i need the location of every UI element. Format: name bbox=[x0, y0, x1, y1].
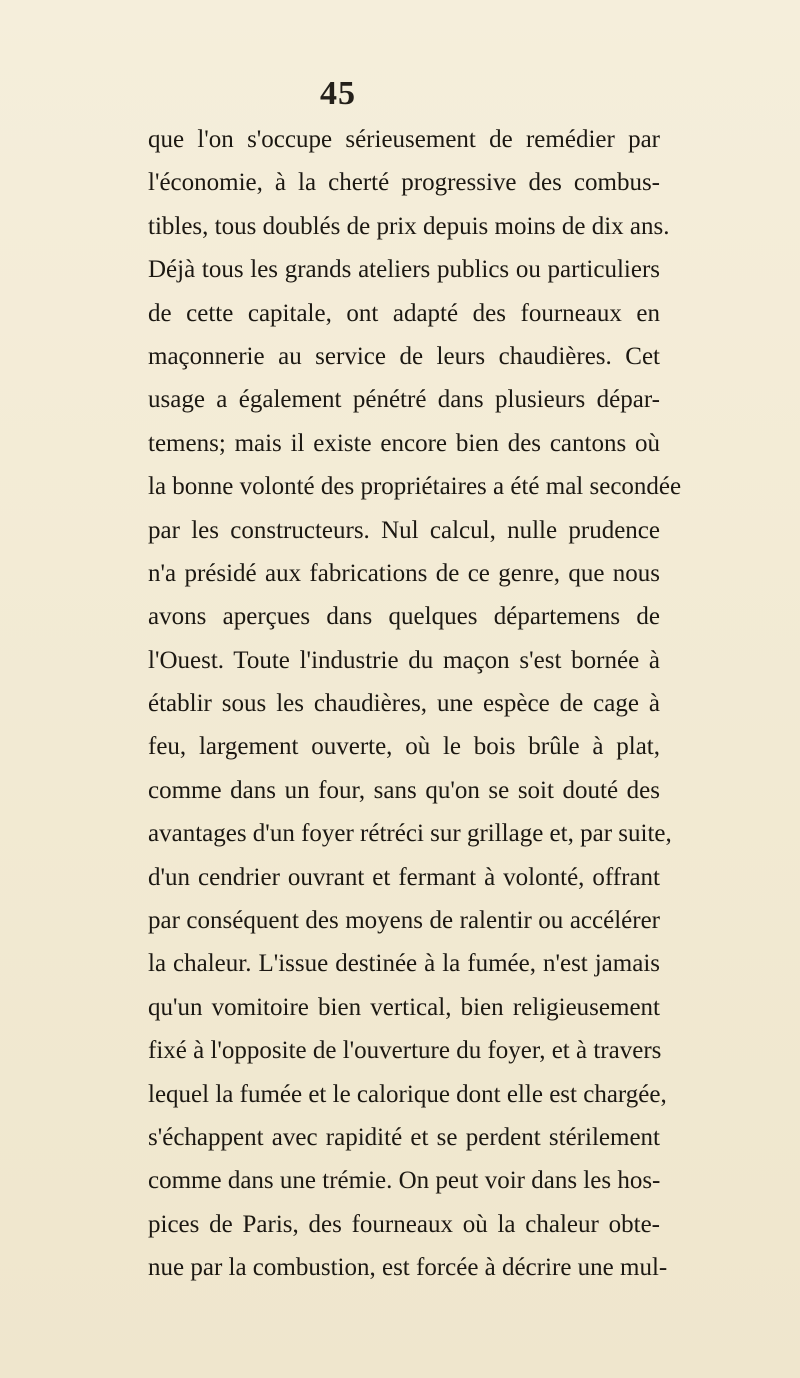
text-line: que l'on s'occupe sérieusement de remédier par bbox=[148, 126, 660, 153]
text-line: usage a également pénétré dans plusieurs dépar- bbox=[148, 386, 660, 414]
text-line: établir sous les chaudières, une espèce de cage à bbox=[148, 690, 660, 718]
text-line: nue par la combustion, est forcée à décrire une mul- bbox=[148, 1254, 668, 1282]
text-line: la chaleur. L'issue destinée à la fumée, n'est jamais bbox=[148, 950, 660, 978]
text-line: par conséquent des moyens de ralentir ou accélérer bbox=[148, 907, 660, 935]
text-line: Déjà tous les grands ateliers publics ou particuliers bbox=[148, 256, 660, 284]
text-line: l'économie, à la cherté progressive des combus- bbox=[148, 169, 660, 197]
text-line: avons aperçues dans quelques départemens de bbox=[148, 603, 660, 631]
text-line: de cette capitale, ont adapté des fourneaux en bbox=[148, 299, 660, 327]
text-line: n'a présidé aux fabrications de ce genre, que nous bbox=[148, 559, 660, 587]
text-line: comme dans une trémie. On peut voir dans les hos- bbox=[148, 1167, 661, 1195]
text-line: d'un cendrier ouvrant et fermant à volonté, offrant bbox=[148, 863, 660, 891]
text-line: avantages d'un foyer rétréci sur grillage et, par suite, bbox=[148, 820, 672, 848]
text-line: l'Ouest. Toute l'industrie du maçon s'est bornée à bbox=[148, 646, 660, 674]
text-line: par les constructeurs. Nul calcul, nulle prudence bbox=[148, 516, 660, 544]
text-line: feu, largement ouverte, où le bois brûle à plat, bbox=[148, 733, 660, 761]
text-line: pices de Paris, des fourneaux où la chaleur obte- bbox=[148, 1210, 660, 1238]
text-line: comme dans un four, sans qu'on se soit douté des bbox=[148, 776, 660, 804]
text-line: tibles, tous doublés de prix depuis moins de dix ans. bbox=[148, 212, 670, 240]
body-text bbox=[148, 118, 682, 1290]
page-number: 45 bbox=[320, 75, 356, 112]
text-line: temens; mais il existe encore bien des cantons où bbox=[148, 429, 660, 457]
text-line: lequel la fumée et le calorique dont elle est chargée, bbox=[148, 1080, 667, 1108]
text-line: qu'un vomitoire bien vertical, bien religieusement bbox=[148, 993, 660, 1021]
text-line: s'échappent avec rapidité et se perdent stérilement bbox=[148, 1123, 660, 1151]
text-line: maçonnerie au service de leurs chaudières. Cet bbox=[148, 342, 660, 370]
text-line: fixé à l'opposite de l'ouverture du foyer, et à travers bbox=[148, 1037, 662, 1065]
text-line: la bonne volonté des propriétaires a été mal secondée bbox=[148, 473, 682, 501]
